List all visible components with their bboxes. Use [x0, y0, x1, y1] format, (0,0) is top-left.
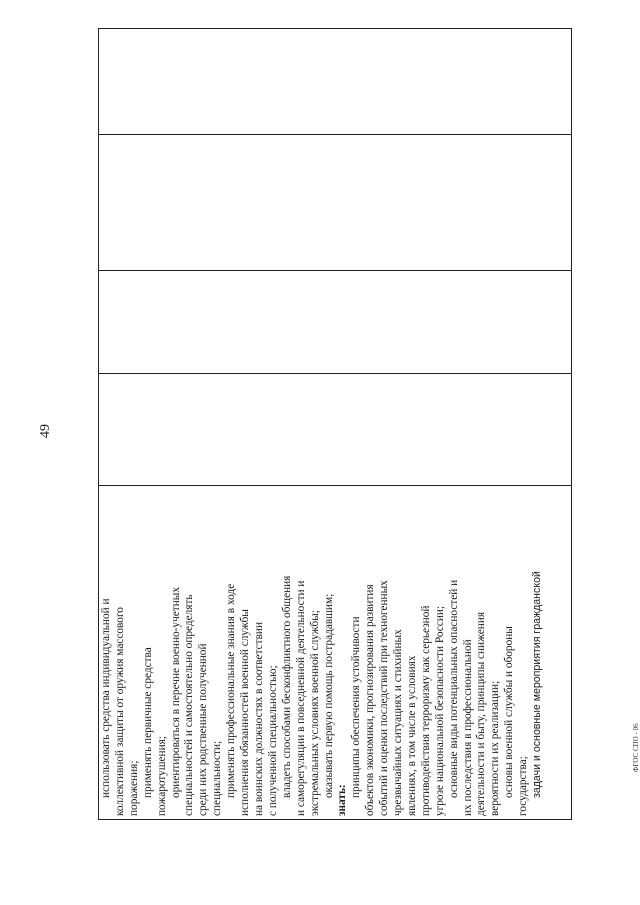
column-divider: [98, 270, 572, 271]
text-line: деятельности и быту, принципы снижения: [475, 611, 488, 816]
table-border-top: [98, 28, 572, 29]
text-line: вероятности их реализации;: [489, 680, 502, 816]
text-line: пожаротушения;: [155, 736, 168, 816]
text-line: событий и оценки последствий при техногенных: [378, 580, 391, 816]
text-line: чрезвычайных ситуациях и стихийных: [392, 629, 405, 816]
text-line: их последствия в профессиональной: [461, 639, 474, 816]
footer-code: ФГОС СПО - 06: [632, 723, 640, 772]
text-line: коллективной защиты от оружия массового: [113, 607, 126, 816]
text-line-heading: знать:: [336, 784, 349, 816]
text-line: основы военной службы и обороны: [503, 626, 516, 798]
text-line: с полученной специальностью;: [266, 665, 279, 816]
text-line: применять профессиональные знания в ходе: [225, 583, 238, 798]
column-divider: [98, 373, 572, 374]
text-line: оказывать первую помощь пострадавшим;: [322, 593, 335, 798]
text-line: поражения;: [127, 760, 140, 816]
text-line: объектов экономики, прогнозирования развития: [364, 584, 377, 816]
text-column: [98, 484, 572, 820]
page-number: 49: [38, 424, 53, 438]
text-line: противодействия терроризму как серьезной: [419, 605, 432, 816]
text-line: использовать средства индивидуальной и: [100, 598, 112, 798]
text-line: задачи и основные мероприятия гражданской: [531, 571, 544, 798]
text-line: основные виды потенциальных опасностей и: [447, 579, 460, 798]
text-line: экстремальных условиях военной службы;: [308, 610, 321, 816]
text-line: на воинских должностях в соответствии: [252, 621, 265, 816]
text-line: принципы обеспечения устойчивости: [350, 616, 363, 798]
text-line: среди них родственные полученной: [197, 643, 210, 816]
column-divider: [98, 134, 572, 135]
text-line: применять первичные средства: [141, 647, 154, 798]
text-line: явлениях, в том числе в условиях: [405, 655, 418, 816]
text-line: угрозе национальной безопасности России;: [433, 605, 446, 816]
text-line: специальностей и самостоятельно определять: [183, 594, 196, 816]
text-line: и саморегуляции в повседневной деятельности и: [294, 580, 307, 816]
text-line: исполнения обязанностей военной службы: [239, 609, 252, 816]
text-line: владеть способами бесконфликтного общения: [280, 575, 293, 798]
text-line: ориентироваться в перечне военно-учетных: [169, 587, 182, 798]
text-line: государства;: [517, 756, 530, 816]
text-line: специальности;: [211, 740, 224, 816]
